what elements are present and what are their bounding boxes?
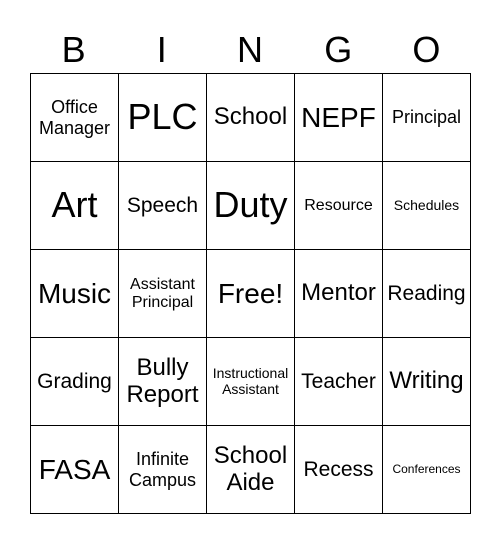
bingo-cell-label: Teacher — [301, 369, 376, 393]
bingo-cell-label: Free! — [217, 277, 284, 309]
bingo-cell-label: Grading — [37, 369, 112, 393]
bingo-cell-n3[interactable] — [207, 250, 295, 338]
bingo-cell-i3[interactable] — [119, 250, 207, 338]
bingo-board — [30, 73, 471, 514]
bingo-cell-label: Art — [51, 184, 98, 226]
bingo-cell-label: Music — [37, 277, 112, 309]
bingo-cell-g1[interactable] — [295, 74, 383, 162]
bingo-cell-g3[interactable] — [295, 250, 383, 338]
bingo-cell-label: Bully Report — [126, 353, 199, 408]
header-letter-b: B — [61, 29, 87, 70]
bingo-cell-label: PLC — [127, 96, 198, 138]
bingo-cell-label: Schedules — [393, 196, 460, 213]
bingo-cell-b3[interactable] — [31, 250, 119, 338]
bingo-cell-label: Duty — [213, 184, 288, 226]
bingo-cell-label: Recess — [303, 457, 374, 481]
bingo-cell-i4[interactable] — [119, 338, 207, 426]
bingo-cell-g2[interactable] — [295, 162, 383, 250]
bingo-cell-label: School Aide — [213, 441, 288, 496]
bingo-cell-i1[interactable] — [119, 74, 207, 162]
bingo-cell-label: Speech — [126, 193, 199, 217]
bingo-cell-label: Writing — [389, 367, 464, 395]
bingo-cell-o2[interactable] — [383, 162, 471, 250]
bingo-cell-label: Instructional Assistant — [212, 364, 289, 397]
bingo-cell-n4[interactable] — [207, 338, 295, 426]
bingo-cell-label: Infinite Campus — [128, 449, 197, 490]
bingo-cell-label: Reading — [387, 281, 466, 305]
bingo-cell-label: Office Manager — [38, 97, 111, 138]
bingo-cell-b4[interactable] — [31, 338, 119, 426]
bingo-cell-label: Mentor — [301, 279, 376, 307]
bingo-cell-b5[interactable] — [31, 426, 119, 514]
bingo-cell-o1[interactable] — [383, 74, 471, 162]
bingo-cell-b1[interactable] — [31, 74, 119, 162]
bingo-cell-label: Conferences — [392, 461, 461, 476]
bingo-cell-o5[interactable] — [383, 426, 471, 514]
bingo-cell-label: FASA — [38, 453, 111, 485]
bingo-cell-label: Principal — [391, 107, 462, 128]
bingo-cell-n1[interactable] — [207, 74, 295, 162]
header-letter-o: O — [412, 29, 442, 70]
bingo-cell-n2[interactable] — [207, 162, 295, 250]
bingo-cell-o3[interactable] — [383, 250, 471, 338]
bingo-cell-g4[interactable] — [295, 338, 383, 426]
bingo-cell-g5[interactable] — [295, 426, 383, 514]
bingo-cell-i5[interactable] — [119, 426, 207, 514]
bingo-cell-label: Assistant Principal — [130, 275, 195, 311]
bingo-cell-label: Resource — [304, 196, 373, 214]
bingo-cell-i2[interactable] — [119, 162, 207, 250]
header-letter-g: G — [324, 29, 354, 70]
header-letter-n: N — [237, 29, 264, 70]
bingo-cell-n5[interactable] — [207, 426, 295, 514]
bingo-cell-o4[interactable] — [383, 338, 471, 426]
bingo-cell-b2[interactable] — [31, 162, 119, 250]
header-letter-i: I — [156, 29, 168, 70]
bingo-header — [30, 28, 471, 72]
bingo-cell-label: School — [213, 103, 288, 131]
bingo-cell-label: NEPF — [301, 101, 376, 133]
